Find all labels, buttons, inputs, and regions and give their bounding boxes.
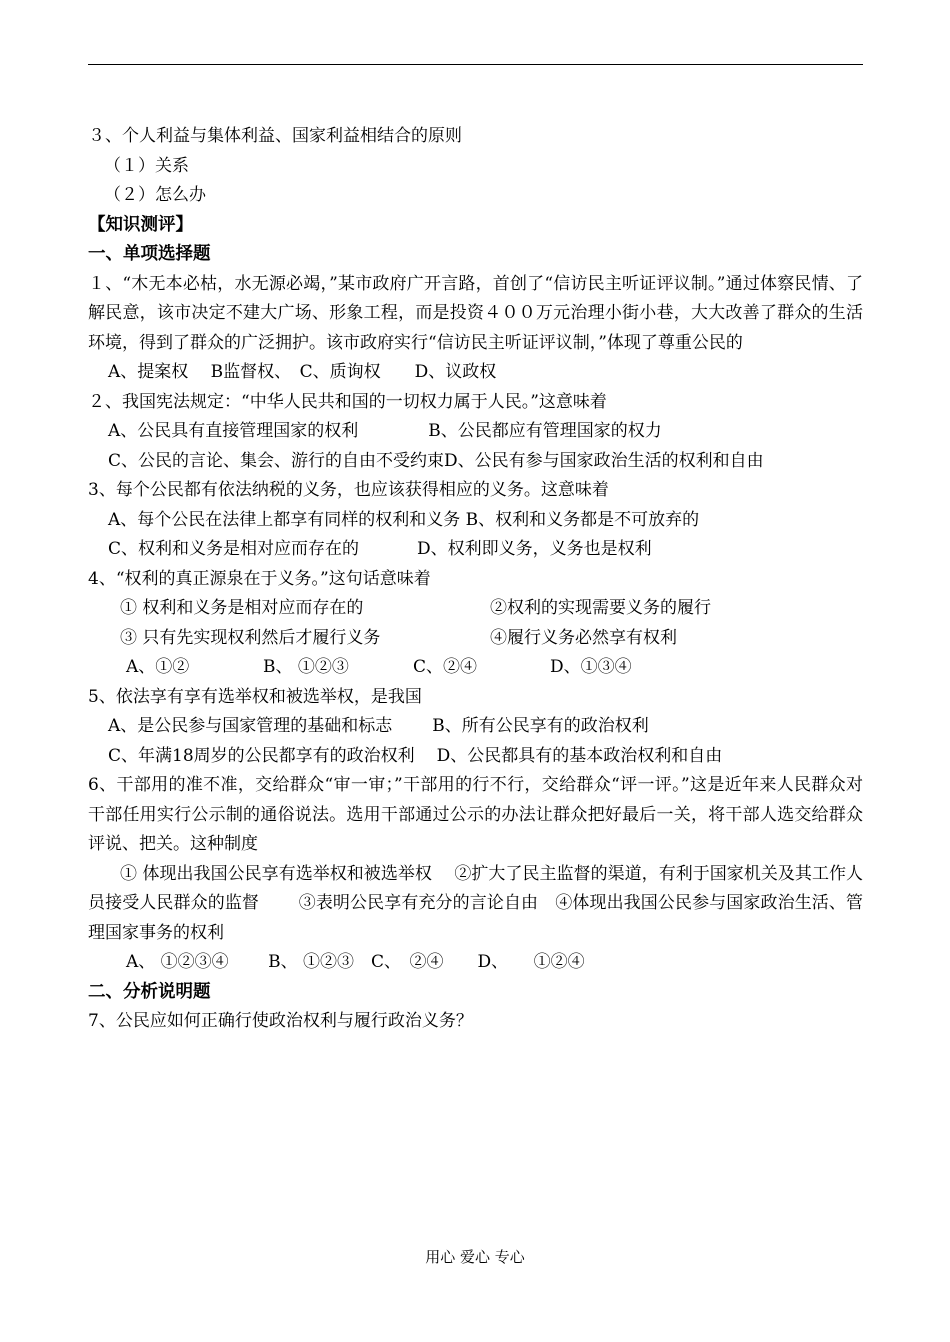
question-2-option-a: A、公民具有直接管理国家的权利	[108, 421, 359, 441]
question-2-option-b: B、公民都应有管理国家的权力	[428, 421, 662, 441]
section-3-title: ３、个人利益与集体利益、国家利益相结合的原则	[88, 126, 462, 146]
question-6-options: A、 ①②③④ B、 ①②③ C、 ②④ D、 ①②④	[126, 952, 585, 972]
question-1-options: A、提案权 B监督权、 C、质询权 D、议政权	[108, 362, 497, 382]
question-2-stem: ２、我国宪法规定：“中华人民共和国的一切权力属于人民。”这意味着	[88, 391, 607, 412]
question-2-options-cd: C、公民的言论、集会、游行的自由不受约束D、公民有参与国家政治生活的权利和自由	[108, 450, 764, 471]
question-6-statements: ① 体现出我国公民享有选举权和被选举权 ②扩大了民主监督的渠道，有利于国家机关及其工作人员接受人民群众的监督 ③表明公民享有充分的言论自由 ④体现出我国公民参与国家政治生活、管理国家事务的权利	[88, 863, 863, 943]
question-4-statement-4: ④履行义务必然享有权利	[490, 627, 677, 648]
question-4-statement-1: ① 权利和义务是相对应而存在的	[120, 598, 364, 618]
question-5-option-c: C、年满18周岁的公民都享有的政治权利	[108, 745, 415, 766]
question-4-statement-3: ③ 只有先实现权利然后才履行义务	[120, 627, 381, 648]
question-5-option-a: A、是公民参与国家管理的基础和标志	[108, 716, 393, 736]
question-4-option-b: B、 ①②③	[263, 657, 349, 677]
question-4-statements-34	[88, 624, 863, 654]
question-5-option-b: B、所有公民享有的政治权利	[432, 716, 649, 736]
question-5-options-ab	[88, 712, 863, 742]
question-4-stem: 4、“权利的真正源泉在于义务。”这句话意味着	[88, 568, 431, 589]
part-1-heading: 一、单项选择题	[88, 244, 211, 264]
question-4-statement-2: ②权利的实现需要义务的履行	[490, 598, 711, 618]
page-footer: 用心 爱心 专心	[425, 1248, 525, 1266]
question-2-options-ab	[88, 417, 863, 447]
question-4-option-a: A、①②	[126, 657, 190, 677]
question-5-stem: 5、依法享有享有选举权和被选举权，是我国	[88, 686, 422, 707]
section-3-sub-1: （１）关系	[104, 155, 189, 176]
question-3-options-cd	[88, 535, 863, 565]
question-5-option-d: D、公民都具有的基本政治权利和自由	[436, 745, 723, 766]
evaluation-heading: 【知识测评】	[88, 214, 193, 235]
question-3-option-c: C、权利和义务是相对应而存在的	[108, 539, 360, 559]
question-1-stem: １、“木无本必枯，水无源必竭，”某市政府广开言路，首创了“信访民主听证评议制。”通过体察民情、了解民意，该市决定不建大广场、形象工程，而是投资４００万元治理小街小巷，大大改善了群众的生活环境，得到了群众的广泛拥护。该市政府实行“信访民主听证评议制，”体现了尊重公民的	[88, 273, 863, 353]
question-3-options-ab: A、每个公民在法律上都享有同样的权利和义务 B、权利和义务都是不可放弃的	[108, 509, 700, 530]
question-6-stem: 6、干部用的准不准，交给群众“审一审；”干部用的行不行，交给群众“评一评。”这是近年来人民群众对干部任用实行公示制的通俗说法。选用干部通过公示的办法让群众把好最后一关，将干部人选交给群众评说、把关。这种制度	[88, 775, 863, 854]
part-2-heading: 二、分析说明题	[88, 981, 211, 1002]
question-3-stem: 3、每个公民都有依法纳税的义务，也应该获得相应的义务。这意味着	[88, 480, 609, 500]
document-body	[88, 122, 863, 1037]
header-rule	[88, 64, 863, 65]
question-4-option-d: D、①③④	[550, 657, 632, 677]
question-4-options	[88, 653, 863, 683]
section-3-sub-2: （２）怎么办	[104, 185, 206, 205]
question-4-option-c: C、②④	[413, 657, 478, 677]
question-3-option-d: D、权利即义务，义务也是权利	[417, 539, 652, 559]
question-4-statements-12	[88, 594, 863, 624]
question-7-stem: 7、公民应如何正确行使政治权利与履行政治义务？	[88, 1011, 473, 1031]
question-5-options-cd	[88, 742, 863, 772]
